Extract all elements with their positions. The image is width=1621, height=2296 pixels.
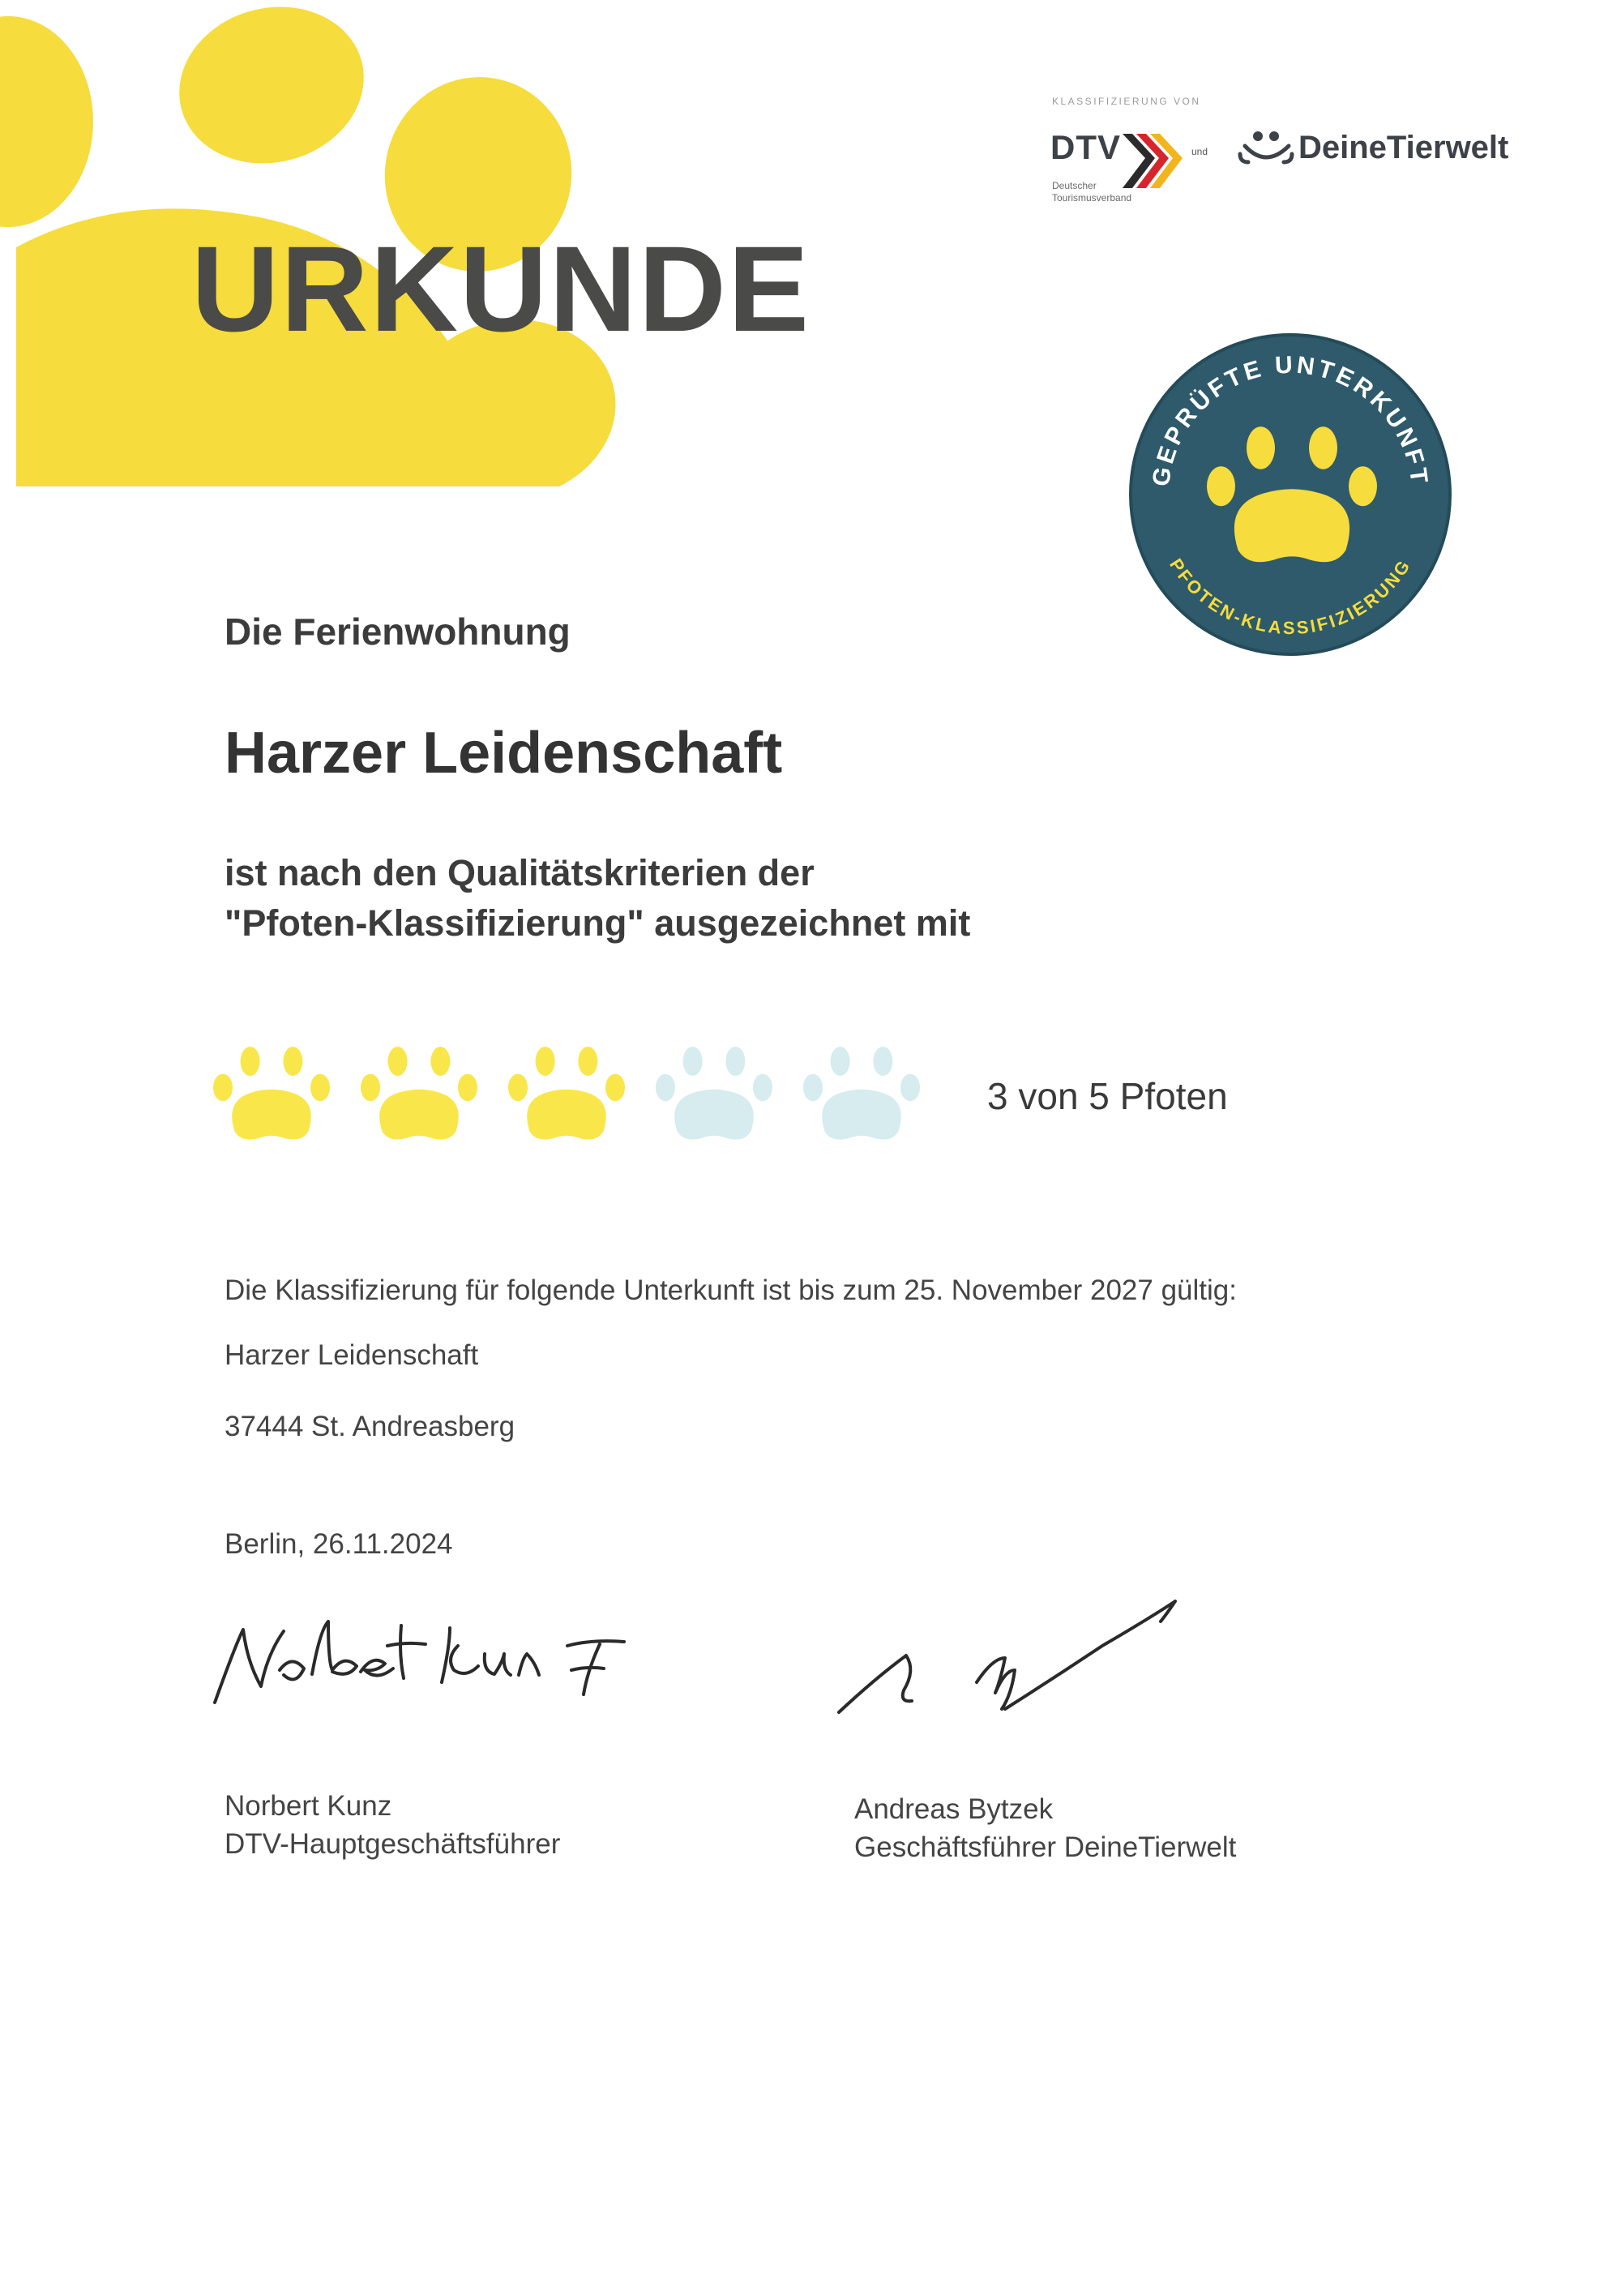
rating-paws: [213, 1047, 920, 1140]
signatory-2-name: Andreas Bytzek: [854, 1793, 1054, 1825]
signature-andreas-bytzek: [839, 1601, 1175, 1712]
signatory-1-name: Norbert Kunz: [225, 1790, 392, 1822]
seal-badge: [1131, 335, 1450, 654]
deine-tierwelt-logo-icon: [1240, 131, 1292, 162]
logos-and: und: [1191, 146, 1208, 157]
issue-place-date: Berlin, 26.11.2024: [225, 1528, 453, 1560]
validity-accommodation: Harzer Leidenschaft: [225, 1339, 479, 1371]
rating-paw-filled-icon: [508, 1047, 625, 1140]
logos-caption: KLASSIFIZIERUNG VON: [1052, 96, 1201, 107]
rating-paw-empty-icon: [803, 1047, 920, 1140]
validity-text: Die Klassifizierung für folgende Unterkunft ist bis zum 25. November 2027 gültig:: [225, 1274, 1237, 1306]
criteria-line-2: "Pfoten-Klassifizierung" ausgezeichnet mit: [225, 902, 971, 944]
signature-norbert-kunz: [215, 1621, 624, 1703]
rating-paw-filled-icon: [361, 1047, 477, 1140]
certificate-lead: Die Ferienwohnung: [225, 610, 571, 653]
seal-bottom-text: PFOTEN-KLASSIFIZIERUNG: [1165, 555, 1415, 639]
dtv-logo-text: DTV: [1050, 128, 1121, 166]
criteria-line-1: ist nach den Qualitätskriterien der: [225, 852, 815, 893]
signatory-1-role: DTV-Hauptgeschäftsführer: [225, 1828, 561, 1860]
rating-paw-empty-icon: [656, 1047, 772, 1140]
criteria-text: [225, 848, 970, 949]
validity-place: 37444 St. Andreasberg: [225, 1411, 515, 1442]
dtv-logo-subtitle: Deutscher Tourismusverband: [1052, 180, 1132, 203]
seal-top-text: GEPRÜFTE UNTERKUNFT: [1147, 351, 1433, 488]
accommodation-name: Harzer Leidenschaft: [225, 721, 783, 786]
rating-paw-filled-icon: [213, 1047, 330, 1140]
deine-tierwelt-logo-text: DeineTierwelt: [1298, 130, 1509, 165]
signatory-2-role: Geschäftsführer DeineTierwelt: [854, 1831, 1237, 1863]
certificate-title: URKUNDE: [191, 221, 810, 357]
rating-label: 3 von 5 Pfoten: [987, 1075, 1228, 1117]
